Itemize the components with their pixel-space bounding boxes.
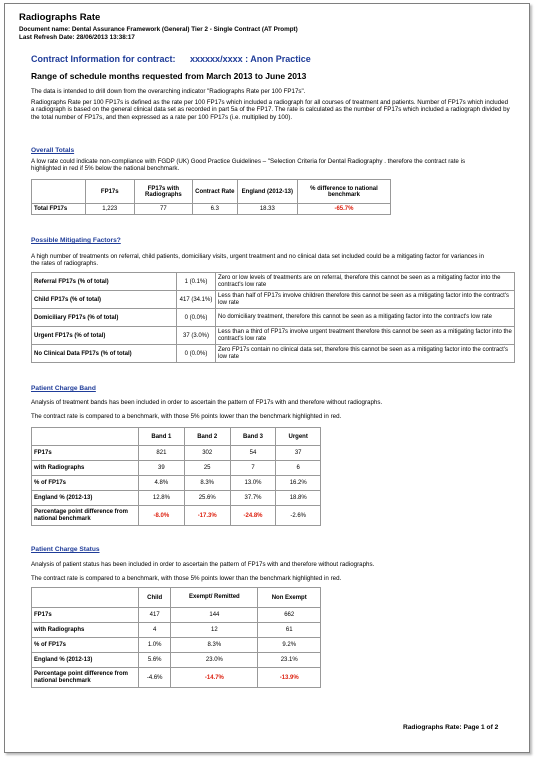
table-cell: Less than half of FP17s involve children therefore this cannot be seen as a mitigating factor into the contract's low rate [216,291,515,309]
table-cell: 39 [139,461,185,476]
table-cell: 12.8% [139,491,185,506]
column-header [32,588,139,608]
row-label: Total FP17s [32,204,86,215]
row-label: with Radiographs [32,623,139,638]
table-cell: 9.2% [258,638,321,653]
row-label: Percentage point difference from national benchmark [32,668,139,688]
intro-paragraph-2: Radiographs Rate per 100 FP17s is defined as the rate per 100 FP17s which included a radiograph for all courses of treatment and patients. Number of FP17s which included a radiograph is based on the general clinical data set as recorded in part 5a of the FP17. The rate is calculated as the number of FP17s which included a radiograph divided by the total number of FP17s, and then expressed as a rate per 100 FP17s (i.e. multiplied by 100). [31,99,510,121]
report-page [4,3,530,753]
table-cell: -17.3% [184,506,230,526]
table-cell: 1.0% [139,638,171,653]
table-cell: -4.6% [139,668,171,688]
table-cell: 37 (3.0%) [177,327,216,345]
table-cell: -14.7% [171,668,258,688]
table-cell: 18.33 [237,204,297,215]
table-row [32,623,321,638]
table-cell: 417 (34.1%) [177,291,216,309]
table-cell: 1,223 [85,204,134,215]
table-cell: 23.1% [258,653,321,668]
table-cell: 0 (0.0%) [177,309,216,327]
table-cell: -8.0% [139,506,185,526]
row-label: No Clinical Data FP17s (% of total) [32,345,177,363]
table-cell: -13.9% [258,668,321,688]
table-cell: 77 [134,204,192,215]
table-header-row [32,180,391,204]
table-row [32,476,321,491]
column-header: England (2012-13) [237,180,297,204]
mitigating-text: A high number of treatments on referral, child patients, domiciliary visits, urgent treatment and no clinical data set included could be a mitigating factor for variances in the rates of radiographs. [31,253,484,268]
table-row [32,638,321,653]
row-label: % of FP17s [32,638,139,653]
column-header: Band 2 [184,428,230,446]
table-cell: 302 [184,446,230,461]
overall-totals-text: A low rate could indicate non-compliance with FGDP (UK) Good Practice Guidelines – "Selection Criteria for Dental Radiography . therefore the contract rate is highlighted in red if 5% below the national benchmark. [31,158,466,173]
charge-status-heading: Patient Charge Status [31,546,100,553]
charge-band-table [31,427,321,526]
charge-band-text-2: The contract rate is compared to a benchmark, with those 5% points lower than the benchmark highlighted in red. [31,413,342,420]
table-cell: -2.6% [276,506,321,526]
table-cell: 8.3% [184,476,230,491]
table-cell: 144 [171,608,258,623]
row-label: with Radiographs [32,461,139,476]
column-header: Band 3 [230,428,276,446]
row-label: FP17s [32,446,139,461]
table-cell: Zero FP17s contain no clinical data set, therefore this cannot be seen as a mitigating factor into the contract's low rate [216,345,515,363]
charge-band-text-1: Analysis of treatment bands has been included in order to ascertain the pattern of FP17s with and therefore without radiographs. [31,399,383,406]
table-cell: 25.6% [184,491,230,506]
table-cell: 54 [230,446,276,461]
row-label: FP17s [32,608,139,623]
table-row [32,668,321,688]
page-footer: Radiographs Rate: Page 1 of 2 [403,724,499,731]
table-cell: 13.0% [230,476,276,491]
table-cell: -65.7% [297,204,390,215]
row-label: % of FP17s [32,476,139,491]
charge-status-text-2: The contract rate is compared to a benchmark, with those 5% points lower than the benchmark highlighted in red. [31,575,342,582]
table-row [32,204,391,215]
document-name: Document name: Dental Assurance Framework (General) Tier 2 - Single Contract (AT Prompt) [19,26,298,33]
mitigating-heading: Possible Mitigating Factors? [31,237,121,244]
row-label: England % (2012-13) [32,653,139,668]
table-row [32,461,321,476]
table-header-row [32,588,321,608]
table-cell: 662 [258,608,321,623]
overall-totals-heading: Overall Totals [31,147,75,154]
table-row [32,345,515,363]
column-header: Contract Rate [192,180,237,204]
table-cell: 25 [184,461,230,476]
column-header: Urgent [276,428,321,446]
table-row [32,273,515,291]
table-row [32,309,515,327]
table-row [32,506,321,526]
intro-paragraph-1: The data is intended to drill down from the overarching indicator "Radiographs Rate per 100 FP17s". [31,88,306,95]
table-cell: -24.8% [230,506,276,526]
row-label: Percentage point difference from national benchmark [32,506,139,526]
row-label: Domiciliary FP17s (% of total) [32,309,177,327]
mitigating-table [31,272,515,363]
column-header: Non Exempt [258,588,321,608]
table-cell: 8.3% [171,638,258,653]
table-cell: 0 (0.0%) [177,345,216,363]
table-cell: 61 [258,623,321,638]
charge-band-heading: Patient Charge Band [31,385,96,392]
table-row [32,653,321,668]
table-cell: 18.8% [276,491,321,506]
table-cell: Less than a third of FP17s involve urgent treatment therefore this cannot be seen as a mitigating factor into the contract's low rate [216,327,515,345]
table-cell: 37 [276,446,321,461]
contract-value: xxxxxx/xxxx : Anon Practice [190,54,311,64]
table-cell: 37.7% [230,491,276,506]
table-cell: 4.8% [139,476,185,491]
column-header: Band 1 [139,428,185,446]
row-label: Child FP17s (% of total) [32,291,177,309]
table-header-row [32,428,321,446]
table-cell: 6 [276,461,321,476]
row-label: Referral FP17s (% of total) [32,273,177,291]
overall-totals-table [31,179,391,215]
table-cell: 23.0% [171,653,258,668]
table-cell: 16.2% [276,476,321,491]
table-cell: 417 [139,608,171,623]
column-header [32,428,139,446]
charge-status-text-1: Analysis of patient status has been included in order to ascertain the pattern of FP17s with and therefore without radiographs. [31,561,375,568]
table-row [32,608,321,623]
column-header [32,180,86,204]
table-row [32,491,321,506]
range-text: Range of schedule months requested from March 2013 to June 2013 [31,71,307,81]
column-header: Child [139,588,171,608]
table-row [32,446,321,461]
contract-label: Contract Information for contract: [31,54,176,64]
column-header: % difference to national benchmark [297,180,390,204]
table-cell: 821 [139,446,185,461]
table-cell: Zero or low levels of treatments are on referral, therefore this cannot be seen as a mitigating factor into the contract's low rate [216,273,515,291]
column-header: FP17s [85,180,134,204]
column-header: Exempt/ Remitted [171,588,258,608]
table-cell: 7 [230,461,276,476]
table-cell: 1 (0.1%) [177,273,216,291]
column-header: FP17s with Radiographs [134,180,192,204]
table-row [32,291,515,309]
charge-status-table [31,587,321,688]
report-title: Radiographs Rate [19,12,101,23]
table-cell: 6.3 [192,204,237,215]
table-cell: 12 [171,623,258,638]
table-row [32,327,515,345]
table-cell: 5.6% [139,653,171,668]
table-cell: 4 [139,623,171,638]
contract-heading [31,54,311,64]
last-refresh-date: Last Refresh Date: 28/06/2013 13:38:17 [19,34,135,41]
table-cell: No domiciliary treatment, therefore this cannot be seen as a mitigating factor into the contract's low rate [216,309,515,327]
row-label: England % (2012-13) [32,491,139,506]
row-label: Urgent FP17s (% of total) [32,327,177,345]
